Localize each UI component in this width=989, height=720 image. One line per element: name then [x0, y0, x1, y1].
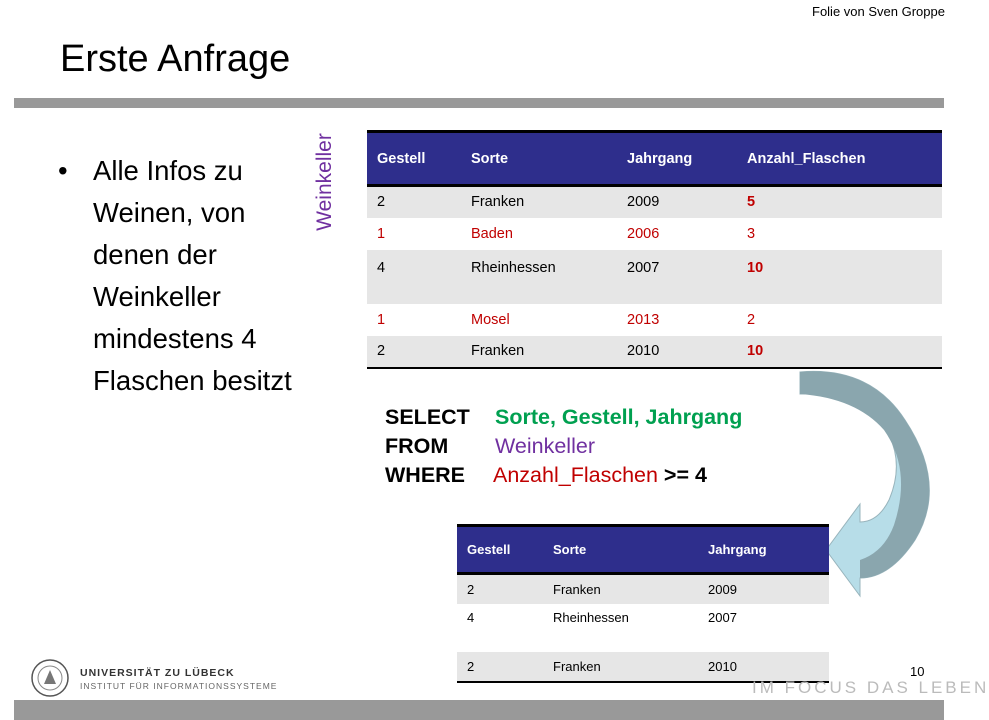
- university-name: UNIVERSITÄT ZU LÜBECK: [80, 667, 235, 679]
- table-cell: 2: [367, 336, 461, 368]
- source-header-anzahl-flaschen: Anzahl_Flaschen: [737, 132, 942, 186]
- table-cell: 2010: [698, 652, 829, 682]
- source-header-gestell: Gestell: [367, 132, 461, 186]
- source-header-sorte: Sorte: [461, 132, 617, 186]
- table-cell: Baden: [471, 225, 513, 242]
- slide-title: Erste Anfrage: [60, 38, 291, 80]
- result-table-header-row: [457, 526, 829, 574]
- sql-where-keyword: WHERE: [385, 463, 466, 487]
- result-header-sorte: Sorte: [543, 526, 698, 574]
- table-cell: 2: [377, 194, 386, 211]
- university-seal-icon: [28, 658, 72, 698]
- sql-where-operator: >= 4: [663, 463, 707, 487]
- result-header-jahrgang: Jahrgang: [698, 526, 829, 574]
- table-cell: Mosel: [471, 311, 510, 328]
- table-cell: 4: [377, 259, 386, 276]
- university-logo: [28, 658, 278, 698]
- footer-bar: [14, 700, 944, 720]
- table-row: [457, 652, 829, 682]
- sql-select-line: [385, 403, 742, 432]
- table-cell: 3: [747, 225, 756, 242]
- result-table: [457, 524, 829, 683]
- table-cell: Rheinhessen: [553, 609, 629, 625]
- bullet-text: Alle Infos zu Weinen, von denen der Weinkeller mindestens 4 Flaschen besitzt: [93, 155, 292, 396]
- page-number: 10: [910, 664, 925, 679]
- table-cell: 2009: [627, 194, 660, 211]
- sql-from-line: [385, 432, 742, 461]
- table-cell: 2: [747, 311, 756, 328]
- table-cell: Franken: [461, 336, 617, 368]
- table-cell: 2007: [708, 609, 737, 625]
- sql-query: [385, 403, 742, 490]
- table-cell: 1: [377, 225, 386, 242]
- table-cell: 2: [467, 581, 475, 597]
- sql-from-table: Weinkeller: [495, 434, 595, 458]
- table-cell: 2006: [627, 225, 660, 242]
- table-cell: 1: [377, 311, 386, 328]
- sql-where-column: Anzahl_Flaschen: [493, 463, 658, 487]
- sql-where-line: [385, 461, 742, 490]
- table-cell: 2: [457, 652, 543, 682]
- sql-select-keyword: SELECT: [385, 405, 470, 429]
- institute-name: INSTITUT FÜR INFORMATIONSSYSTEME: [80, 681, 278, 691]
- table-row: [457, 604, 829, 652]
- table-cell: Franken: [543, 652, 698, 682]
- table-cell: Franken: [471, 194, 525, 211]
- table-cell: 2013: [627, 311, 660, 328]
- table-cell: 4: [467, 609, 475, 625]
- table-row: [457, 574, 829, 604]
- table-cell: Franken: [553, 581, 601, 597]
- table-cell: Rheinhessen: [471, 259, 556, 276]
- result-header-gestell: Gestell: [457, 526, 543, 574]
- table-cell: 2010: [617, 336, 737, 368]
- table-cell: 10: [737, 336, 942, 368]
- table-cell: 2007: [627, 259, 660, 276]
- table-cell: 5: [747, 194, 756, 211]
- table-cell: 2009: [708, 581, 737, 597]
- bullet-dot-icon: •: [58, 155, 68, 186]
- tagline: IM FOCUS DAS LEBEN: [752, 678, 989, 697]
- source-header-jahrgang: Jahrgang: [617, 132, 737, 186]
- slide-credit: Folie von Sven Groppe: [812, 4, 945, 19]
- table-name-label: Weinkeller: [313, 133, 336, 231]
- sql-select-columns: Sorte, Gestell, Jahrgang: [495, 405, 743, 429]
- sql-from-keyword: FROM: [385, 434, 449, 458]
- table-cell: 10: [747, 259, 764, 276]
